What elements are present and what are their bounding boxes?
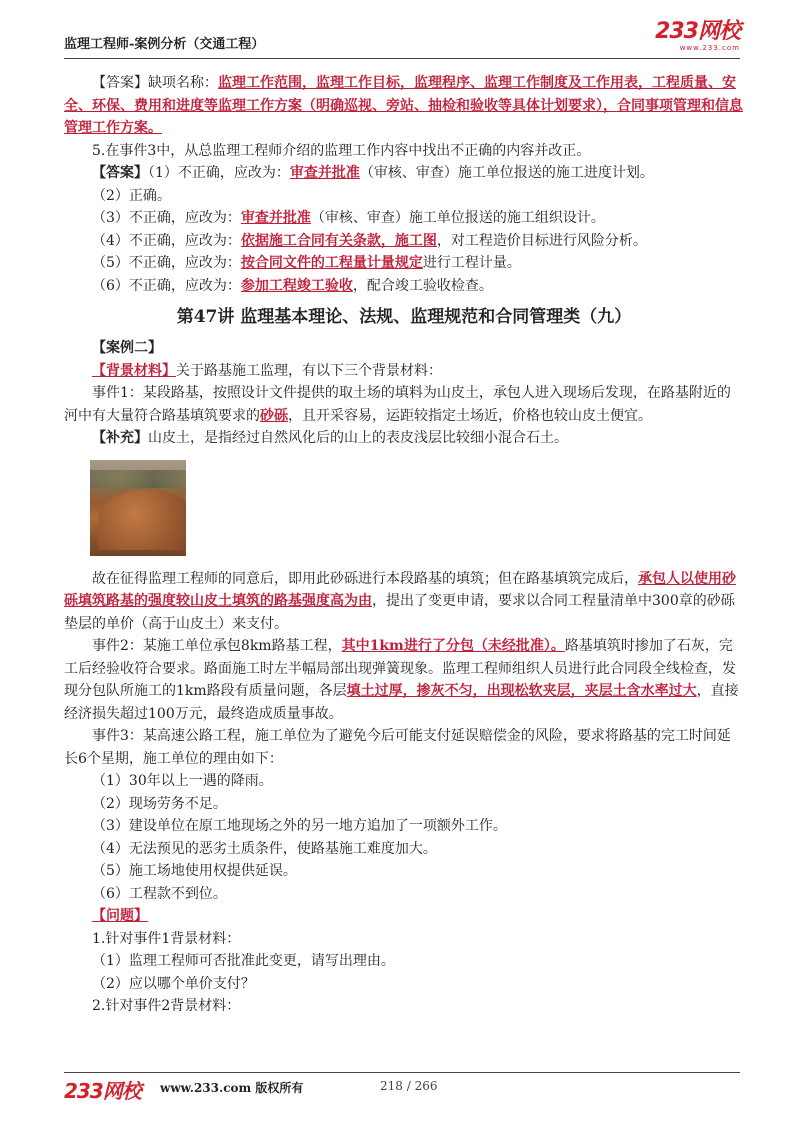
background-label: 【背景材料】 [92, 362, 176, 379]
after-photo-paragraph: 故在征得监理工程师的同意后，即用此砂砾进行本段路基的填筑；但在路基填筑完成后，承包人以使用砂砾填筑路基的强度较山皮土填筑的路基强度高为由，提出了变更申请，要求以合同工程量清单中300章的砂砾垫层的单价（高于山皮土）来支付。 [64, 570, 736, 632]
answer-lead: 【答案】缺项名称： [92, 75, 218, 91]
reason-item: （6）工程款不到位。 [92, 885, 227, 902]
answer-5-item-1: 【答案】（1）不正确，应改为：审查并批准（审核、审查）施工单位报送的施工进度计划。 [92, 165, 654, 181]
lecture-title: 第47讲 监理基本理论、法规、监理规范和合同管理类（九） [176, 307, 632, 327]
answer-5-item-4: （4）不正确，应改为：依据施工合同有关条款，施工图，对工程造价目标进行风险分析。 [92, 232, 647, 249]
event-3: 事件3：某高速公路工程，施工单位为了避免今后可能支付延误赔偿金的风险，要求将路基的完工时间延长6个星期，施工单位的理由如下： [64, 728, 731, 767]
answer-5-item-3: （3）不正确，应改为：审查并批准（审核、审查）施工单位报送的施工组织设计。 [92, 210, 605, 226]
page-footer [64, 1072, 740, 1103]
event-1: 事件1：某段路基，按照设计文件提供的取土场的填料为山皮土，承包人进入现场后发现，在路基附近的河中有大量符合路基填筑要求的砂砾，且开采容易，运距较指定土场近，价格也较山皮土便宜。 [64, 385, 731, 424]
question-label: 【问题】 [92, 908, 148, 924]
reason-item: （4）无法预见的恶劣土质条件，使路基施工难度加大。 [92, 840, 437, 857]
answer-5-item-2: （2）正确。 [92, 187, 171, 204]
answer-5-item-5: （5）不正确，应改为：按合同文件的工程量计量规定进行工程计量。 [92, 255, 521, 271]
case-label: 【案例二】 [92, 340, 162, 356]
answer-4 [64, 72, 744, 140]
reason-item: （5）施工场地使用权提供延误。 [92, 863, 297, 879]
page-number: 218 / 266 [380, 1079, 438, 1093]
question-1-item: （1）监理工程师可否批准此变更，请写出理由。 [92, 953, 395, 969]
question-1-item: （2）应以哪个单价支付？ [92, 975, 255, 992]
logo-url: www.233.com [679, 44, 740, 52]
logo-text: 233网校 [655, 19, 740, 44]
supplement: 【补充】山皮土，是指经过自然风化后的山上的表皮浅层比较细小混合石土。 [92, 430, 568, 446]
brand-logo [655, 20, 740, 52]
question-1: 1.针对事件1背景材料： [92, 930, 241, 947]
background-intro: 【背景材料】关于路基施工监理，有以下三个背景材料： [92, 362, 442, 379]
reason-item: （2）现场劳务不足。 [92, 795, 227, 812]
footer-copyright: www.233.com 版权所有 [160, 1081, 304, 1095]
footer-logo: 233网校 [64, 1079, 141, 1103]
reason-item: （3）建设单位在原工地现场之外的另一地方追加了一项额外工作。 [92, 818, 507, 834]
page-content [64, 72, 744, 1018]
question-5: 5.在事件3中，从总监理工程师介绍的监理工作内容中找出不正确的内容并改正。 [92, 142, 591, 159]
page-header [64, 19, 740, 59]
answer-5-item-6: （6）不正确，应改为：参加工程竣工验收，配合竣工验收检查。 [92, 277, 493, 294]
event-2: 事件2：某施工单位承包8km路基工程，其中1km进行了分包（未经批准）。路基填筑时掺加了石灰，完工后经验收符合要求。路面施工时左半幅局部出现弹簧现象。监理工程师组织人员进行此合同段全线检查，发现分包队所施工的1km路段有质量问题，各层填土过厚，掺灰不匀，出现松软夹层，夹层土含水率过大，直接经济损失超过100万元，最终造成质量事故。 [64, 638, 739, 722]
soil-mound-photo [90, 460, 186, 556]
answer-highlight: 监理工作范围，监理工作目标，监理程序、监理工作制度及工作用表，工程质量、安全、环保、费用和进度等监理工作方案（明确巡视、旁站、抽检和验收等具体计划要求），合同事项管理和信息管理工作方案。 [64, 75, 743, 136]
document-title: 监理工程师-案例分析（交通工程） [64, 37, 265, 52]
reason-item: （1）30年以上一遇的降雨。 [92, 773, 273, 789]
question-2: 2.针对事件2背景材料： [92, 998, 241, 1014]
